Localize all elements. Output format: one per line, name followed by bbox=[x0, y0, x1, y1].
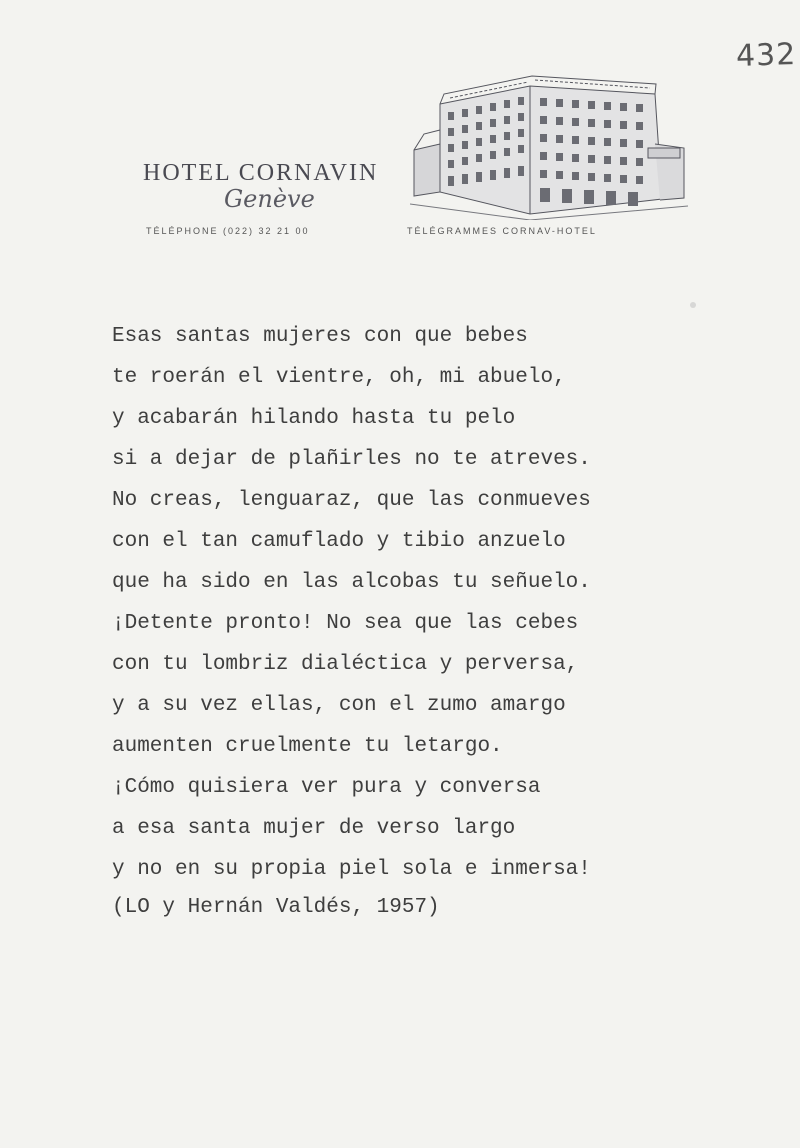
poem-line: y no en su propia piel sola e inmersa! bbox=[112, 858, 591, 881]
hotel-building-illustration bbox=[410, 64, 688, 220]
poem-line: si a dejar de plañirles no te atreves. bbox=[112, 448, 591, 471]
poem-line: con tu lombriz dialéctica y perversa, bbox=[112, 653, 579, 676]
telegram-line: TÉLÉGRAMMES CORNAV-HOTEL bbox=[407, 226, 597, 236]
archive-number: 432 bbox=[735, 36, 797, 75]
poem-line: Esas santas mujeres con que bebes bbox=[112, 325, 528, 348]
poem-line: No creas, lenguaraz, que las conmueves bbox=[112, 489, 591, 512]
poem-line: te roerán el vientre, oh, mi abuelo, bbox=[112, 366, 566, 389]
poem-line: ¡Detente pronto! No sea que las cebes bbox=[112, 612, 579, 635]
telephone-line: TÉLÉPHONE (022) 32 21 00 bbox=[146, 226, 310, 236]
hotel-city: Genève bbox=[224, 185, 315, 213]
poem-line: a esa santa mujer de verso largo bbox=[112, 817, 516, 840]
poem-line: aumenten cruelmente tu letargo. bbox=[112, 735, 503, 758]
poem-line: con el tan camuflado y tibio anzuelo bbox=[112, 530, 566, 553]
poem-line: y acabarán hilando hasta tu pelo bbox=[112, 407, 516, 430]
paper-spot bbox=[690, 302, 696, 308]
poem-line: que ha sido en las alcobas tu señuelo. bbox=[112, 571, 591, 594]
poem-line: ¡Cómo quisiera ver pura y conversa bbox=[112, 776, 541, 799]
hotel-name: HOTEL CORNAVIN bbox=[143, 160, 379, 186]
poem-attribution: (LO y Hernán Valdés, 1957) bbox=[112, 896, 440, 919]
poem-text bbox=[112, 316, 732, 890]
poem-line: y a su vez ellas, con el zumo amargo bbox=[112, 694, 566, 717]
